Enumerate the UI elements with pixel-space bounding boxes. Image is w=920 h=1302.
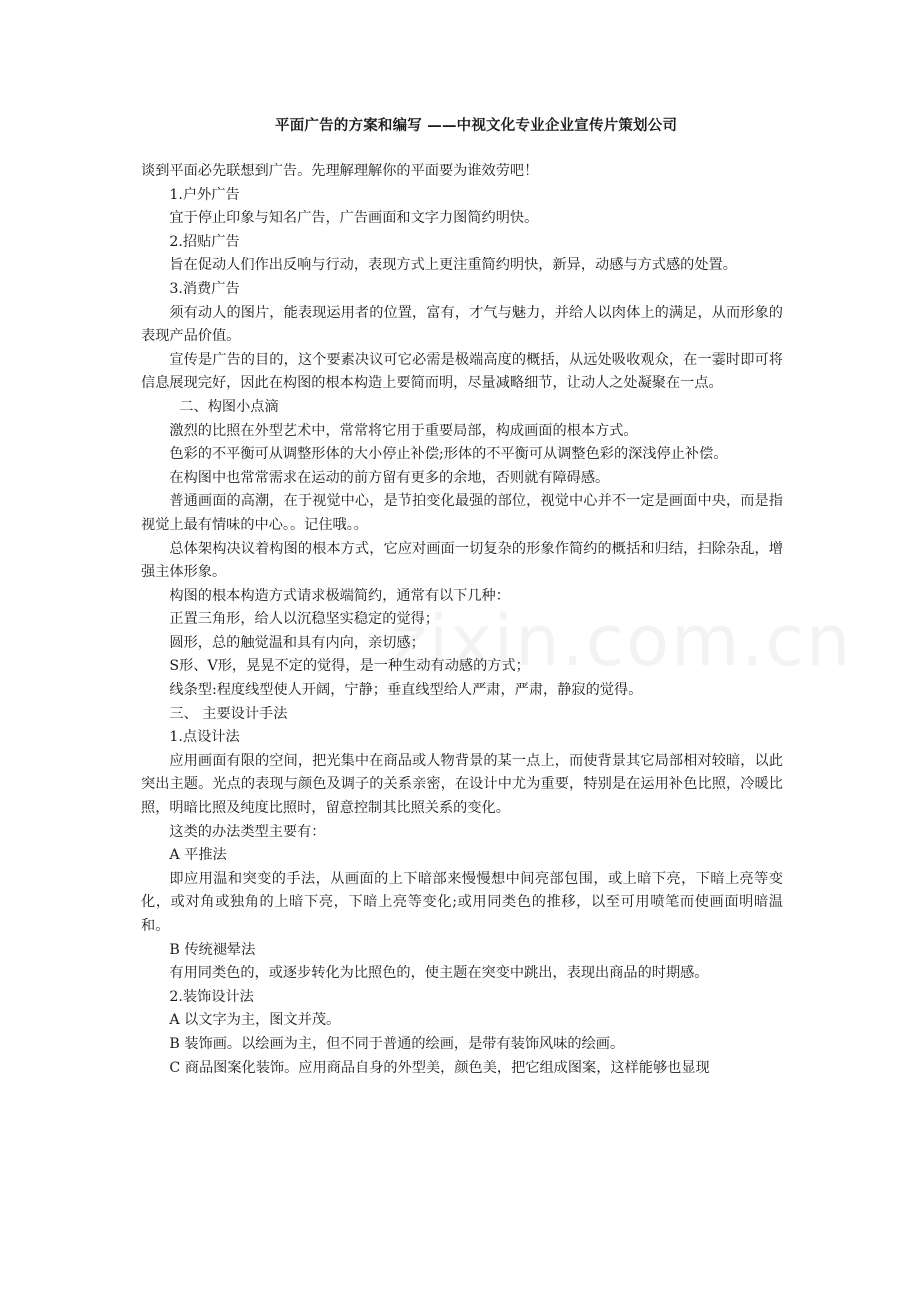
paragraph: 圆形，总的触觉温和具有内向，亲切感； [169, 634, 425, 651]
paragraph: 总体架构决议着构图的根本方式，它应对画面一切复杂的形象作简约的概括和归结，扫除杂乱，增强主体形象。 [141, 540, 783, 581]
document-title: 平面广告的方案和编写 ——中视文化专业企业宣传片策划公司 [275, 118, 678, 134]
paragraph: B 传统褪晕法 [169, 941, 256, 958]
paragraph: 3.消费广告 [169, 280, 240, 297]
paragraph: C 商品图案化装饰。应用商品自身的外型美，颜色美，把它组成图案，这样能够也显现 [169, 1059, 710, 1076]
paragraph: 二、构图小点滴 [179, 398, 279, 415]
paragraph: 有用同类色的，或逐步转化为比照色的，使主题在突变中跳出，表现出商品的时期感。 [169, 965, 709, 982]
paragraph: 谈到平面必先联想到广告。先理解理解你的平面要为谁效劳吧！ [141, 163, 539, 179]
paragraph: 在构图中也常常需求在运动的前方留有更多的余地，否则就有障碍感。 [169, 469, 610, 486]
paragraph: A 以文字为主，图文并茂。 [169, 1012, 341, 1029]
paragraph: 即应用温和突变的手法，从画面的上下暗部来慢慢想中间亮部包围，或上暗下亮，下暗上亮等变化，或对角或独角的上暗下亮，下暗上亮等变化;或用同类色的推移，以至可用喷笔而使画面明暗温和。 [141, 870, 783, 934]
paragraph: 1.点设计法 [169, 729, 240, 746]
paragraph: 2.装饰设计法 [169, 988, 254, 1005]
paragraph: B 装饰画。以绘画为主，但不同于普通的绘画，是带有装饰风味的绘画。 [169, 1035, 625, 1052]
paragraph: A 平推法 [169, 847, 227, 864]
paragraph: 旨在促动人们作出反响与行动，表现方式上更注重简约明快，新异，动感与方式感的处置。 [169, 257, 737, 274]
paragraph: 须有动人的图片，能表现运用者的位置，富有，才气与魅力，并给人以肉体上的满足，从而形象的表现产品价值。 [141, 304, 783, 345]
document-body [141, 160, 783, 1080]
paragraph: 构图的根本构造方式请求极端简约，通常有以下几种： [169, 587, 510, 604]
paragraph: 色彩的不平衡可从调整形体的大小停止补偿;形体的不平衡可从调整色彩的深浅停止补偿。 [169, 446, 728, 463]
paragraph: 宣传是广告的目的，这个要素决议可它必需是极端高度的概括，从远处吸收观众，在一霎时即可将信息展现完好，因此在构图的根本构造上要简而明，尽量减略细节，让动人之处凝聚在一点。 [141, 351, 783, 392]
paragraph: 1.户外广告 [169, 186, 240, 203]
paragraph: 这类的办法类型主要有： [169, 823, 326, 840]
paragraph: 三、 主要设计手法 [169, 705, 288, 722]
paragraph: 2.招贴广告 [169, 233, 240, 250]
paragraph: 线条型:程度线型使人开阔，宁静；垂直线型给人严肃，严肃，静寂的觉得。 [169, 682, 643, 699]
paragraph: S形、V形，晃晃不定的觉得，是一种生动有动感的方式； [169, 658, 530, 675]
paragraph: 激烈的比照在外型艺术中，常常将它用于重要局部，构成画面的根本方式。 [169, 422, 638, 439]
paragraph: 普通画面的高潮，在于视觉中心，是节拍变化最强的部位，视觉中心并不一定是画面中央，而是指视觉上最有情味的中心。。记住哦。。 [141, 493, 783, 533]
paragraph: 应用画面有限的空间，把光集中在商品或人物背景的某一点上，而使背景其它局部相对较暗，以此突出主题。光点的表现与颜色及调子的关系亲密，在设计中尤为重要，特别是在运用补色比照，冷暖比照，明暗比照及纯度比照时，留意控制其比照关系的变化。 [141, 752, 783, 817]
paragraph: 正置三角形，给人以沉稳坚实稳定的觉得； [169, 611, 439, 628]
paragraph: 宜于停止印象与知名广告，广告画面和文字力图简约明快。 [169, 210, 539, 227]
